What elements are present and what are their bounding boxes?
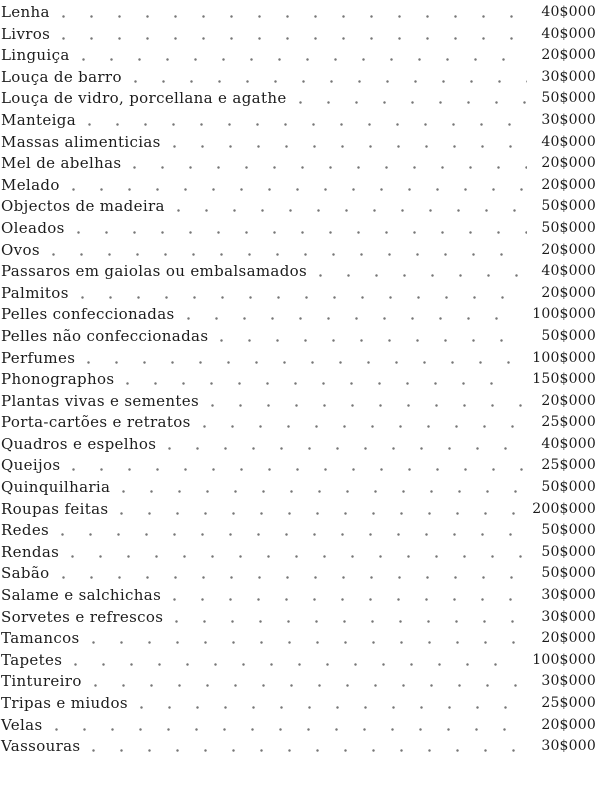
dot-leader — [62, 37, 527, 40]
item-price: 40$000 — [541, 133, 596, 150]
dot-leader — [74, 663, 518, 666]
item-price: 25$000 — [541, 457, 596, 474]
dot-leader — [122, 490, 527, 493]
list-item — [0, 520, 600, 542]
dot-leader — [134, 80, 527, 83]
item-name: Tapetes — [1, 650, 63, 669]
list-item — [0, 132, 600, 154]
list-item — [0, 369, 600, 391]
dot-leader — [120, 512, 518, 515]
item-name: Velas — [1, 715, 43, 734]
list-item — [0, 585, 600, 607]
item-name: Salame e salchichas — [1, 586, 162, 605]
item-name: Passaros em gaiolas ou embalsamados — [1, 262, 308, 281]
dot-leader — [175, 620, 527, 623]
list-item — [0, 304, 600, 326]
item-name: Mel de abelhas — [1, 154, 122, 173]
dot-leader — [94, 684, 527, 687]
item-name: Phonographos — [1, 370, 115, 389]
dot-leader — [62, 15, 527, 18]
item-price: 150$000 — [532, 371, 596, 388]
item-price: 40$000 — [541, 263, 596, 280]
list-item — [0, 455, 600, 477]
item-name: Queijos — [1, 456, 61, 475]
item-name: Sabão — [1, 564, 50, 583]
item-name: Pelles confeccionadas — [1, 305, 175, 324]
item-name: Ovos — [1, 240, 40, 259]
dot-leader — [61, 533, 527, 536]
list-item — [0, 391, 600, 413]
item-price: 40$000 — [541, 25, 596, 42]
item-price: 30$000 — [541, 738, 596, 755]
list-item — [0, 45, 600, 67]
item-name: Sorvetes e refrescos — [1, 607, 164, 626]
dot-leader — [71, 555, 527, 558]
item-price: 30$000 — [541, 111, 596, 128]
list-item — [0, 153, 600, 175]
list-item — [0, 736, 600, 758]
dot-leader — [88, 123, 527, 126]
dot-leader — [72, 188, 527, 191]
list-item — [0, 67, 600, 89]
item-name: Livros — [1, 24, 51, 43]
item-name: Objectos de madeira — [1, 197, 165, 216]
item-name: Massas alimenticias — [1, 132, 161, 151]
list-item — [0, 110, 600, 132]
item-price: 40$000 — [541, 435, 596, 452]
item-name: Plantas vivas e sementes — [1, 391, 200, 410]
item-name: Lenha — [1, 3, 50, 21]
item-name: Louça de barro — [1, 67, 122, 86]
dot-leader — [140, 706, 527, 709]
item-price: 50$000 — [541, 543, 596, 560]
item-name: Quadros e espelhos — [1, 434, 157, 453]
list-item — [0, 434, 600, 456]
dot-leader — [92, 641, 527, 644]
item-name: Palmitos — [1, 283, 69, 302]
item-price: 20$000 — [541, 630, 596, 647]
item-name: Louça de vidro, porcellana e agathe — [1, 89, 287, 108]
item-price: 20$000 — [541, 176, 596, 193]
item-price: 30$000 — [541, 68, 596, 85]
item-price: 20$000 — [541, 47, 596, 64]
item-price: 50$000 — [541, 198, 596, 215]
item-name: Oleados — [1, 218, 65, 237]
item-price: 30$000 — [541, 673, 596, 690]
item-price: 30$000 — [541, 608, 596, 625]
item-name: Roupas feitas — [1, 499, 109, 518]
item-price: 20$000 — [541, 241, 596, 258]
list-item — [0, 326, 600, 348]
list-item — [0, 348, 600, 370]
list-item — [0, 261, 600, 283]
item-price: 100$000 — [532, 306, 596, 323]
item-name: Tamancos — [1, 629, 80, 648]
dot-leader — [220, 339, 527, 342]
dot-leader — [299, 101, 527, 104]
dot-leader — [92, 749, 527, 752]
dot-leader — [173, 598, 527, 601]
item-price: 100$000 — [532, 651, 596, 668]
list-item — [0, 196, 600, 218]
dot-leader — [177, 209, 527, 212]
item-price: 25$000 — [541, 414, 596, 431]
dot-leader — [211, 404, 527, 407]
dot-leader — [82, 58, 527, 61]
item-price: 20$000 — [541, 716, 596, 733]
item-price: 50$000 — [541, 219, 596, 236]
item-price: 100$000 — [532, 349, 596, 366]
list-item — [0, 715, 600, 737]
price-list — [0, 2, 600, 758]
dot-leader — [87, 361, 518, 364]
item-name: Manteiga — [1, 110, 77, 129]
item-price: 30$000 — [541, 587, 596, 604]
dot-leader — [173, 145, 527, 148]
item-price: 40$000 — [541, 4, 596, 20]
item-price: 200$000 — [532, 500, 596, 517]
list-item — [0, 671, 600, 693]
list-item — [0, 412, 600, 434]
item-price: 20$000 — [541, 155, 596, 172]
list-item — [0, 499, 600, 521]
dot-leader — [77, 231, 527, 234]
list-item — [0, 88, 600, 110]
item-price: 50$000 — [541, 479, 596, 496]
item-price: 50$000 — [541, 327, 596, 344]
item-name: Perfumes — [1, 348, 76, 367]
list-item — [0, 218, 600, 240]
dot-leader — [168, 447, 527, 450]
item-price: 50$000 — [541, 565, 596, 582]
list-item — [0, 477, 600, 499]
list-item — [0, 283, 600, 305]
item-name: Redes — [1, 521, 50, 540]
dot-leader — [187, 317, 518, 320]
list-item — [0, 240, 600, 262]
dot-leader — [62, 576, 527, 579]
item-name: Linguiça — [1, 46, 70, 65]
list-item — [0, 650, 600, 672]
item-name: Porta-cartões e retratos — [1, 413, 191, 432]
list-item — [0, 175, 600, 197]
item-name: Melado — [1, 175, 60, 194]
item-name: Vassouras — [1, 737, 81, 756]
item-price: 50$000 — [541, 522, 596, 539]
dot-leader — [203, 425, 527, 428]
item-price: 20$000 — [541, 284, 596, 301]
list-item — [0, 693, 600, 715]
dot-leader — [52, 253, 527, 256]
dot-leader — [72, 468, 527, 471]
dot-leader — [319, 274, 527, 277]
item-price: 25$000 — [541, 695, 596, 711]
list-item — [0, 563, 600, 585]
list-item — [0, 607, 600, 629]
list-item — [0, 2, 600, 24]
list-item — [0, 542, 600, 564]
dot-leader — [126, 382, 518, 385]
item-price: 20$000 — [541, 392, 596, 409]
item-name: Pelles não confeccionadas — [1, 326, 209, 345]
item-name: Tintureiro — [1, 672, 82, 691]
item-price: 50$000 — [541, 90, 596, 107]
item-name: Rendas — [1, 542, 60, 561]
list-item — [0, 628, 600, 650]
item-name: Tripas e miudos — [1, 694, 128, 712]
dot-leader — [81, 296, 527, 299]
dot-leader — [133, 166, 527, 169]
item-name: Quinquilharia — [1, 478, 111, 497]
dot-leader — [55, 728, 527, 731]
list-item — [0, 24, 600, 46]
